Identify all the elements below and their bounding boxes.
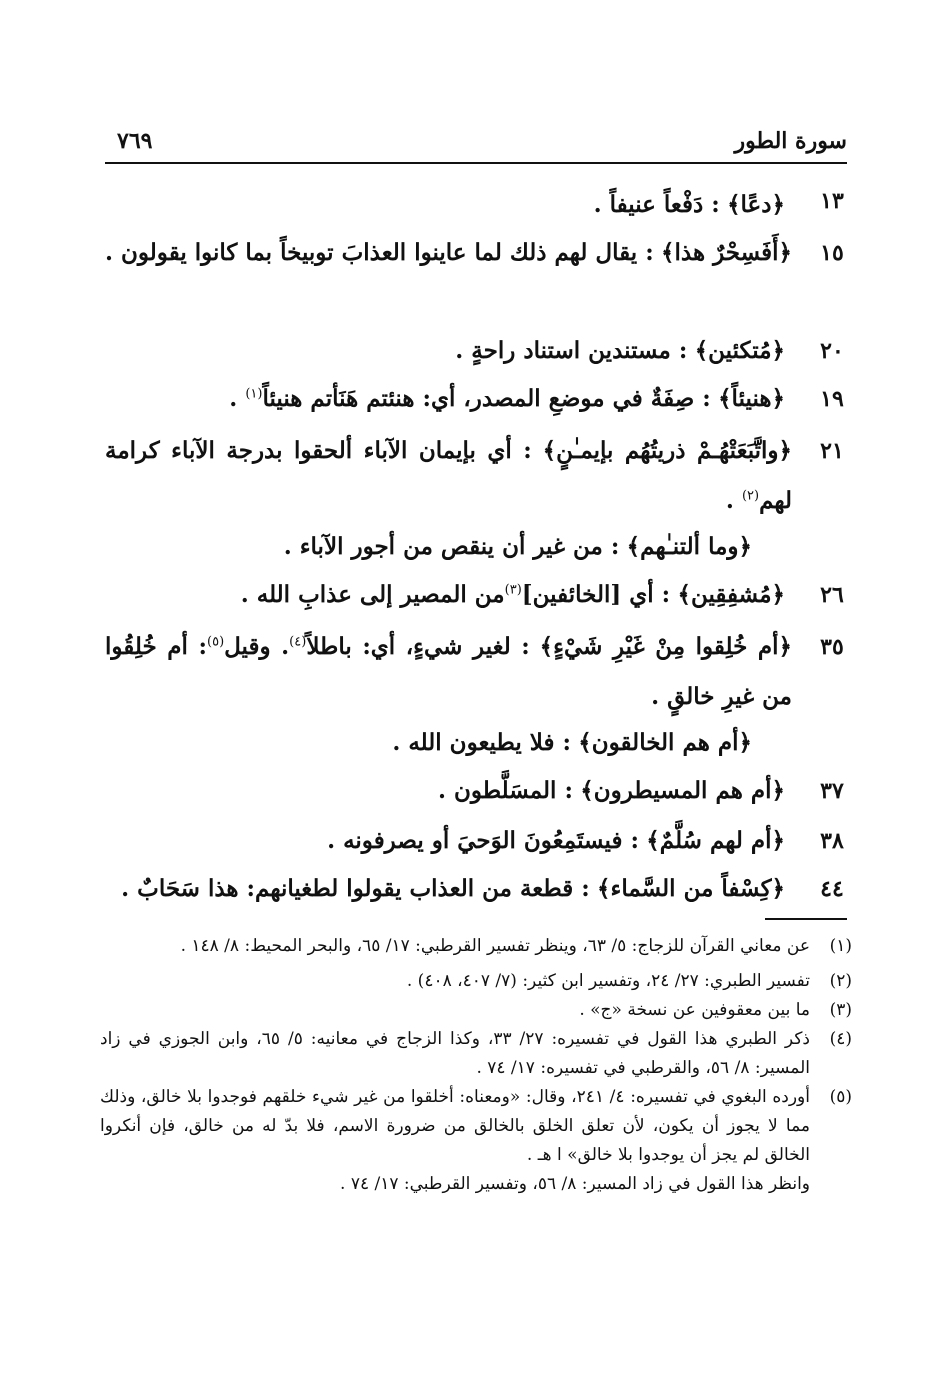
verse-number: ٢٦ — [820, 582, 844, 608]
footnote-5 — [100, 1083, 852, 1170]
footnote-5-continuation: وانظر هذا القول في زاد المسير: ٨/ ٥٦، وتفسير القرطبي: ١٧/ ٧٤ . — [340, 1174, 810, 1194]
footnote-2 — [100, 967, 852, 996]
entry-text — [105, 570, 785, 620]
gloss-tail: : أم خُلِقُوا من غيرِ خالقٍ . — [105, 633, 792, 710]
footnote-ref: (٥) — [207, 634, 225, 650]
entry-text — [105, 864, 785, 914]
gloss: : من غير أن ينقص من أجور الآباء . — [283, 533, 620, 560]
gloss: : أي [الخائفين] — [521, 581, 671, 608]
quran-phrase: ﴿وما ألتنـٰهم﴾ — [626, 533, 752, 560]
footnote-text: تفسير الطبري: ٢٧/ ٢٤، وتفسير ابن كثير: (٧/ ٤٠٧، ٤٠٨) . — [406, 971, 810, 991]
footnote-text: أورده البغوي في تفسيره: ٤/ ٢٤١، وقال: «ومعناه: أخلقوا من غير شيء خلقهم فوجدوا بلا خالق، وذلك مما لا يجوز أن يكون، لأن تعلق الخلق بالخالق من ضرورة الاسم، فلا بدّ له من خالق، فإن أنكروا الخالق لم يجز أن يوجدوا بلا خالق» ا هـ . — [100, 1087, 810, 1165]
footnote-ref: (٢) — [741, 488, 760, 504]
verse-number: ٣٥ — [820, 634, 844, 660]
verse-number: ٣٨ — [820, 828, 844, 854]
footnote-number: (٢) — [829, 971, 852, 991]
gloss: : فيستَمِعُونَ الوَحيَ أو يصرفونه . — [327, 827, 639, 854]
surah-title: سورة الطور — [734, 128, 847, 154]
gloss: : قطعة من العذاب يقولوا لطغيانهم: هذا سَحَابٌ . — [121, 875, 590, 902]
entry-text — [105, 374, 785, 424]
quran-phrase: ﴿مُتكئين﴾ — [694, 337, 785, 364]
gloss-tail: من المصير إلى عذابِ الله . — [240, 581, 505, 608]
footnote-ref: (٣) — [504, 582, 522, 598]
footnote-rule — [765, 918, 847, 920]
footnote-ref: (١) — [245, 386, 263, 402]
entry-text — [105, 718, 752, 768]
gloss: : المسَلَّطون . — [437, 777, 573, 804]
entry-text — [105, 228, 792, 278]
page-header — [105, 128, 847, 160]
gloss: : دَفْعاً عنيفاً . — [593, 191, 720, 218]
verse-number: ٣٧ — [820, 778, 844, 804]
footnote-number: (٥) — [829, 1087, 852, 1107]
header-rule — [105, 162, 847, 164]
quran-phrase: ﴿واتَّبَعَتْهُـمْ ذريتُهُم بإيمـٰنٍ﴾ — [542, 437, 793, 464]
footnote-text: ذكر الطبري هذا القول في تفسيره: ٢٧/ ٣٣، وكذا الزجاج في معانيه: ٥/ ٦٥، وابن الجوزي في زاد المسير: ٨/ ٥٦، والقرطبي في تفسيره: ١٧/ ٧٤ . — [100, 1029, 810, 1078]
verse-number: ٤٤ — [820, 876, 844, 902]
gloss-tail: . وقيل — [224, 633, 290, 660]
verse-number: ١٩ — [820, 386, 844, 412]
footnote-text: ما بين معقوفين عن نسخة «ج» . — [579, 1000, 810, 1020]
gloss-tail: . — [229, 385, 246, 412]
verse-number: ٢١ — [820, 438, 844, 464]
quran-phrase: ﴿مُشفِقِين﴾ — [677, 581, 785, 608]
quran-phrase: ﴿دعًا﴾ — [727, 191, 785, 218]
quran-phrase: ﴿أم خُلِقوا مِنْ غَيْرِ شَيْءٍ﴾ — [539, 633, 792, 660]
quran-phrase: ﴿أم هم الخالقون﴾ — [578, 729, 752, 756]
gloss: : صِفَةٌ في موضعِ المصدر، أي: هنئتم هَنَأتم هنيئاً — [262, 385, 711, 412]
entry-text — [105, 816, 785, 866]
verse-number: ١٣ — [820, 188, 844, 214]
gloss: : يقال لهم ذلك لما عاينوا العذابَ توبيخاً بما كانوا يقولون . — [105, 239, 654, 266]
gloss-tail: . — [725, 487, 742, 514]
entry-text — [105, 326, 785, 376]
gloss: : أي بإيمان الآباء ألحقوا بدرجة الآباء كرامة لهم — [105, 437, 792, 514]
entry-text — [105, 180, 785, 230]
footnote-4 — [100, 1025, 852, 1083]
gloss: : فلا يطيعون الله . — [392, 729, 571, 756]
verse-number: ١٥ — [820, 240, 844, 266]
page-number: ٧٦٩ — [117, 128, 153, 154]
footnote-1 — [100, 932, 852, 961]
entry-text — [105, 426, 792, 526]
quran-phrase: ﴿هنيئاً﴾ — [718, 385, 785, 412]
gloss: : لغير شيءٍ، أي: باطلاً — [306, 633, 530, 660]
footnote-ref: (٤) — [289, 634, 307, 650]
entry-text — [105, 522, 752, 572]
footnote-text: عن معاني القرآن للزجاج: ٥/ ٦٣، وينظر تفسير القرطبي: ١٧/ ٦٥، والبحر المحيط: ٨/ ١٤٨ . — [180, 936, 810, 956]
quran-phrase: ﴿كِسْفاً من السَّماء﴾ — [597, 875, 785, 902]
footnotes — [100, 932, 852, 1199]
footnote-number: (١) — [829, 936, 852, 956]
quran-phrase: ﴿أم هم المسيطرون﴾ — [580, 777, 785, 804]
quran-phrase: ﴿أَفَسِحْرٌ هذا﴾ — [661, 239, 792, 266]
verse-number: ٢٠ — [820, 338, 844, 364]
entry-text — [105, 766, 785, 816]
gloss: : مستندين استناد راحةٍ . — [455, 337, 688, 364]
entry-text — [105, 622, 792, 722]
footnote-number: (٣) — [829, 1000, 852, 1020]
footnote-3 — [100, 996, 852, 1025]
footnote-number: (٤) — [829, 1029, 852, 1049]
quran-phrase: ﴿أم لهم سُلَّمٌ﴾ — [646, 827, 785, 854]
